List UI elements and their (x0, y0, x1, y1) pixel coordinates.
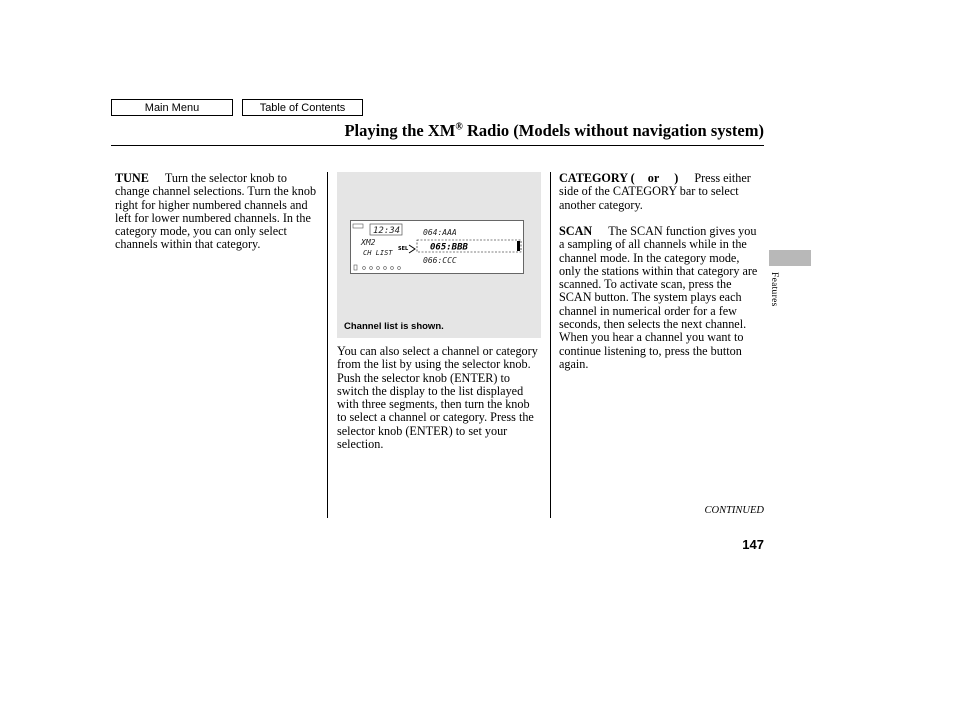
category-section (559, 172, 763, 212)
middle-section (337, 345, 541, 451)
middle-text: You can also select a channel or category from the list by using the selector knob. Push the selector knob (ENTER) to switch the display to the list displayed with three segments, then turn the knob to select a channel or category. Press the selector knob (ENTER) to set your selection. (337, 344, 538, 452)
scan-heading: SCAN (559, 224, 593, 238)
category-text: Press either side of the CATEGORY bar to select another category. (559, 171, 751, 212)
category-heading-or: or (647, 171, 660, 185)
sel-label: SEL (398, 246, 409, 252)
radio-display-figure (337, 172, 541, 338)
registered-mark: ® (455, 121, 463, 133)
table-of-contents-button[interactable]: Table of Contents (242, 99, 363, 116)
category-heading-start: CATEGORY ( (559, 171, 635, 185)
continued-label: CONTINUED (704, 505, 764, 516)
column-divider-left (327, 172, 328, 518)
tune-heading: TUNE (115, 171, 149, 185)
clock-text: 12:34 (373, 226, 401, 236)
title-rule (111, 145, 764, 146)
preset-dots (354, 265, 400, 270)
category-heading-end: ) (674, 171, 679, 185)
column-divider-right (550, 172, 551, 518)
radio-display-graphic (351, 221, 523, 273)
scan-section (559, 225, 763, 371)
section-tab-label: Features (769, 272, 779, 307)
title-prefix: Playing the XM (344, 121, 456, 140)
main-menu-button[interactable]: Main Menu (111, 99, 233, 116)
page-number: 147 (742, 537, 764, 552)
section-tab-marker (769, 250, 811, 266)
selector-arrow-icon (409, 245, 415, 253)
radio-display-screen (350, 220, 524, 274)
scroll-indicator (517, 241, 520, 251)
page-title (320, 121, 764, 141)
band-text: XM2 (361, 238, 376, 247)
indicator-icon (353, 224, 363, 228)
tune-section (115, 172, 320, 252)
channel-row-3: 066:CCC (423, 256, 457, 265)
title-suffix: Radio (Models without navigation system) (462, 121, 764, 140)
tune-text: Turn the selector knob to change channel selections. Turn the knob right for higher numbered channels and left for lower numbered channels. In the category mode, you can only select channels within that category. (115, 171, 317, 252)
channel-row-1: 064:AAA (423, 228, 457, 237)
figure-caption: Channel list is shown. (344, 321, 444, 332)
scan-text: The SCAN function gives you a sampling of all channels while in the channel mode. In the category mode, only the stations within that category are scanned. To activate scan, press the SCAN button. The system plays each channel in numerical order for a few seconds, then selects the next channel. When you hear a channel you want to continue listening to, press the button again. (559, 224, 758, 371)
channel-row-2: 065:BBB (430, 242, 468, 253)
mode-text: CH LIST (363, 249, 393, 257)
